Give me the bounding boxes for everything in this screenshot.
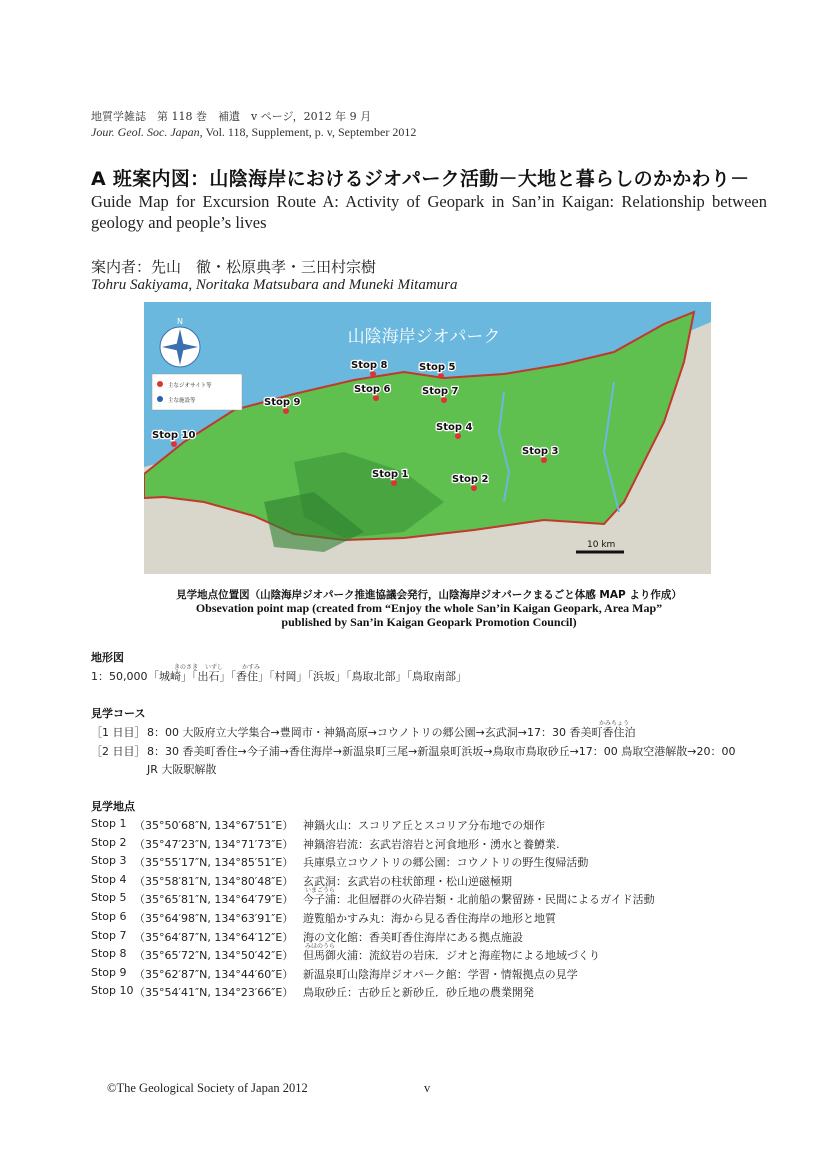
stop-coord: （35°50′68″N, 134°67′51″E）	[134, 819, 294, 832]
stops-heading: 見学地点	[91, 800, 135, 813]
ruby-izushi: いずし	[205, 664, 224, 671]
stop-name: Stop 9	[91, 965, 127, 979]
day2-route-line2: JR 大阪駅解散	[147, 763, 217, 776]
journal-header-ja: 地質学雑誌 第 118 巻 補遺 v ページ，2012 年 9 月	[91, 110, 372, 123]
stop-desc: 玄武洞：玄武岩の柱状節理・松山逆磁極期	[303, 874, 512, 888]
legend-item-2: 主な施設等	[168, 398, 196, 404]
stop-coord: （35°55′17″N, 134°85′51″E）	[134, 856, 294, 870]
guide-map	[144, 302, 711, 574]
legend-item-1: 主なジオサイト等	[168, 383, 212, 389]
stop-name: Stop 8	[91, 947, 127, 961]
stop-name: Stop 7	[91, 928, 127, 942]
stop-coord: （35°58′81″N, 134°80′48″E）	[134, 874, 294, 888]
stop-name: Stop 3	[91, 854, 127, 868]
stop-coord: （35°54′41″N, 134°23′66″E）	[134, 986, 294, 1000]
ruby-kinosaki: きのさき	[174, 664, 199, 671]
stop-name: Stop 10	[91, 984, 134, 998]
stop-coord: （35°64′98″N, 134°63′91″E）	[134, 912, 294, 925]
map-stop-marker-icon	[283, 408, 289, 414]
stop-name: Stop 4	[91, 872, 127, 886]
journal-name: Jour. Geol. Soc. Japan,	[91, 125, 203, 139]
legend-dot-icon	[157, 381, 163, 387]
map-stop-marker-icon	[373, 395, 379, 401]
stop-desc: 今子浦：北但層群の火砕岩類・北前船の繋留跡・民間によるガイド活動	[303, 893, 655, 907]
map-stop-marker-icon	[441, 397, 447, 403]
day2-route-line1: 8：30 香美町香住→今子浦→香住海岸→新温泉町三尾→新温泉町浜坂→鳥取市鳥取砂丘→17：00 鳥取空港解散→20：00	[147, 745, 736, 758]
scale-label: 10 km	[587, 540, 616, 550]
stop-ruby: いまごうら	[305, 887, 336, 895]
map-stop-marker-icon	[455, 433, 461, 439]
stop-coord: （35°62′87″N, 134°44′60″E）	[134, 967, 294, 981]
page-number: v	[424, 1081, 431, 1095]
title-en: Guide Map for Excursion Route A: Activity of Geopark in San’in Kaigan: Relationship between geology and people’s lives	[91, 192, 767, 232]
journal-volume: Vol. 118, Supplement, p. v, September 2012	[205, 125, 417, 139]
map-stop-label: Stop 2	[452, 474, 489, 485]
stop-desc: 新温泉町山陰海岸ジオパーク館：学習・情報拠点の見学	[303, 967, 578, 981]
ruby-kamicho: かみちょう	[599, 720, 630, 727]
topo-sheets: 「城崎」「出石」「香住」「村岡」「浜坂」「鳥取北部」「鳥取南部」	[148, 670, 467, 683]
caption-en-line2: published by San’in Kaigan Geopark Promotion Council)	[281, 615, 577, 629]
map-stop-marker-icon	[541, 457, 547, 463]
map-stop-label: Stop 9	[264, 397, 301, 408]
stop-desc: 神鍋火山：スコリア丘とスコリア分布地での畑作	[303, 819, 545, 832]
map-stop-marker-icon	[370, 371, 376, 377]
day1-route: 8：00 大阪府立大学集合→豊岡市・神鍋高原→コウノトリの郷公園→玄武洞→17：30 香美町香住泊	[147, 726, 636, 739]
caption-en-line1: Obsevation point map (created from “Enjoy the whole San’in Kaigan Geopark, Area Map”	[195, 601, 663, 615]
stop-name: Stop 2	[91, 835, 127, 849]
stop-coord: （35°65′72″N, 134°50′42″E）	[134, 949, 294, 963]
title-ja: A 班案内図：山陰海岸におけるジオパーク活動－大地と暮らしのかかわり－	[91, 168, 750, 190]
map-stop-label: Stop 10	[152, 430, 196, 441]
topo-scale: 1：50,000	[91, 670, 148, 683]
stop-desc: 遊覧船かすみ丸：海から見る香住海岸の地形と地質	[303, 912, 556, 925]
stop-desc: 但馬御火浦：流紋岩の岩床．ジオと海産物による地域づくり	[303, 949, 600, 963]
map-stop-marker-icon	[438, 373, 444, 379]
copyright: ©The Geological Society of Japan 2012	[107, 1081, 308, 1095]
compass-north: N	[177, 317, 183, 326]
map-stop-marker-icon	[171, 441, 177, 447]
stop-ruby: みほのうら	[305, 943, 336, 951]
course-heading: 見学コース	[91, 707, 146, 720]
legend-facility-icon	[157, 396, 163, 402]
authors-en: Tohru Sakiyama, Noritaka Matsubara and Muneki Mitamura	[91, 277, 458, 293]
caption-ja: 見学地点位置図（山陰海岸ジオパーク推進協議会発行，山陰海岸ジオパークまるごと体感 MAP より作成）	[176, 589, 682, 601]
ruby-kasumi: かすみ	[242, 664, 261, 671]
authors-ja: 案内者：先山 徹・松原典孝・三田村宗樹	[91, 258, 377, 276]
stop-desc: 神鍋溶岩流：玄武岩溶岩と河食地形・湧水と養鱒業.	[303, 837, 560, 851]
journal-header-en	[91, 125, 416, 140]
map-stop-label: Stop 6	[354, 384, 391, 395]
map-stop-label: Stop 1	[372, 469, 409, 480]
stop-desc: 兵庫県立コウノトリの郷公園：コウノトリの野生復帰活動	[303, 856, 589, 870]
stop-desc: 鳥取砂丘：古砂丘と新砂丘．砂丘地の農業開発	[303, 986, 534, 1000]
map-stop-label: Stop 5	[419, 362, 456, 373]
stop-coord: （35°65′81″N, 134°64′79″E）	[134, 893, 294, 907]
day2-label: ［2 日目］	[91, 745, 146, 758]
map-title: 山陰海岸ジオパーク	[347, 327, 501, 347]
topo-heading: 地形図	[91, 651, 124, 664]
map-stop-marker-icon	[391, 480, 397, 486]
map-legend	[152, 374, 242, 410]
map-stop-label: Stop 8	[351, 360, 388, 371]
map-stop-label: Stop 4	[436, 422, 473, 433]
stop-name: Stop 6	[91, 910, 127, 923]
day1-label: ［1 日目］	[91, 726, 146, 739]
stop-name: Stop 1	[91, 817, 127, 830]
map-stop-label: Stop 3	[522, 446, 559, 457]
map-stop-marker-icon	[471, 485, 477, 491]
map-stop-label: Stop 7	[422, 386, 459, 397]
stop-coord: （35°64′87″N, 134°64′12″E）	[134, 930, 294, 944]
stop-coord: （35°47′23″N, 134°71′73″E）	[134, 837, 294, 851]
stop-desc: 海の文化館：香美町香住海岸にある拠点施設	[303, 930, 523, 944]
stop-name: Stop 5	[91, 891, 127, 905]
